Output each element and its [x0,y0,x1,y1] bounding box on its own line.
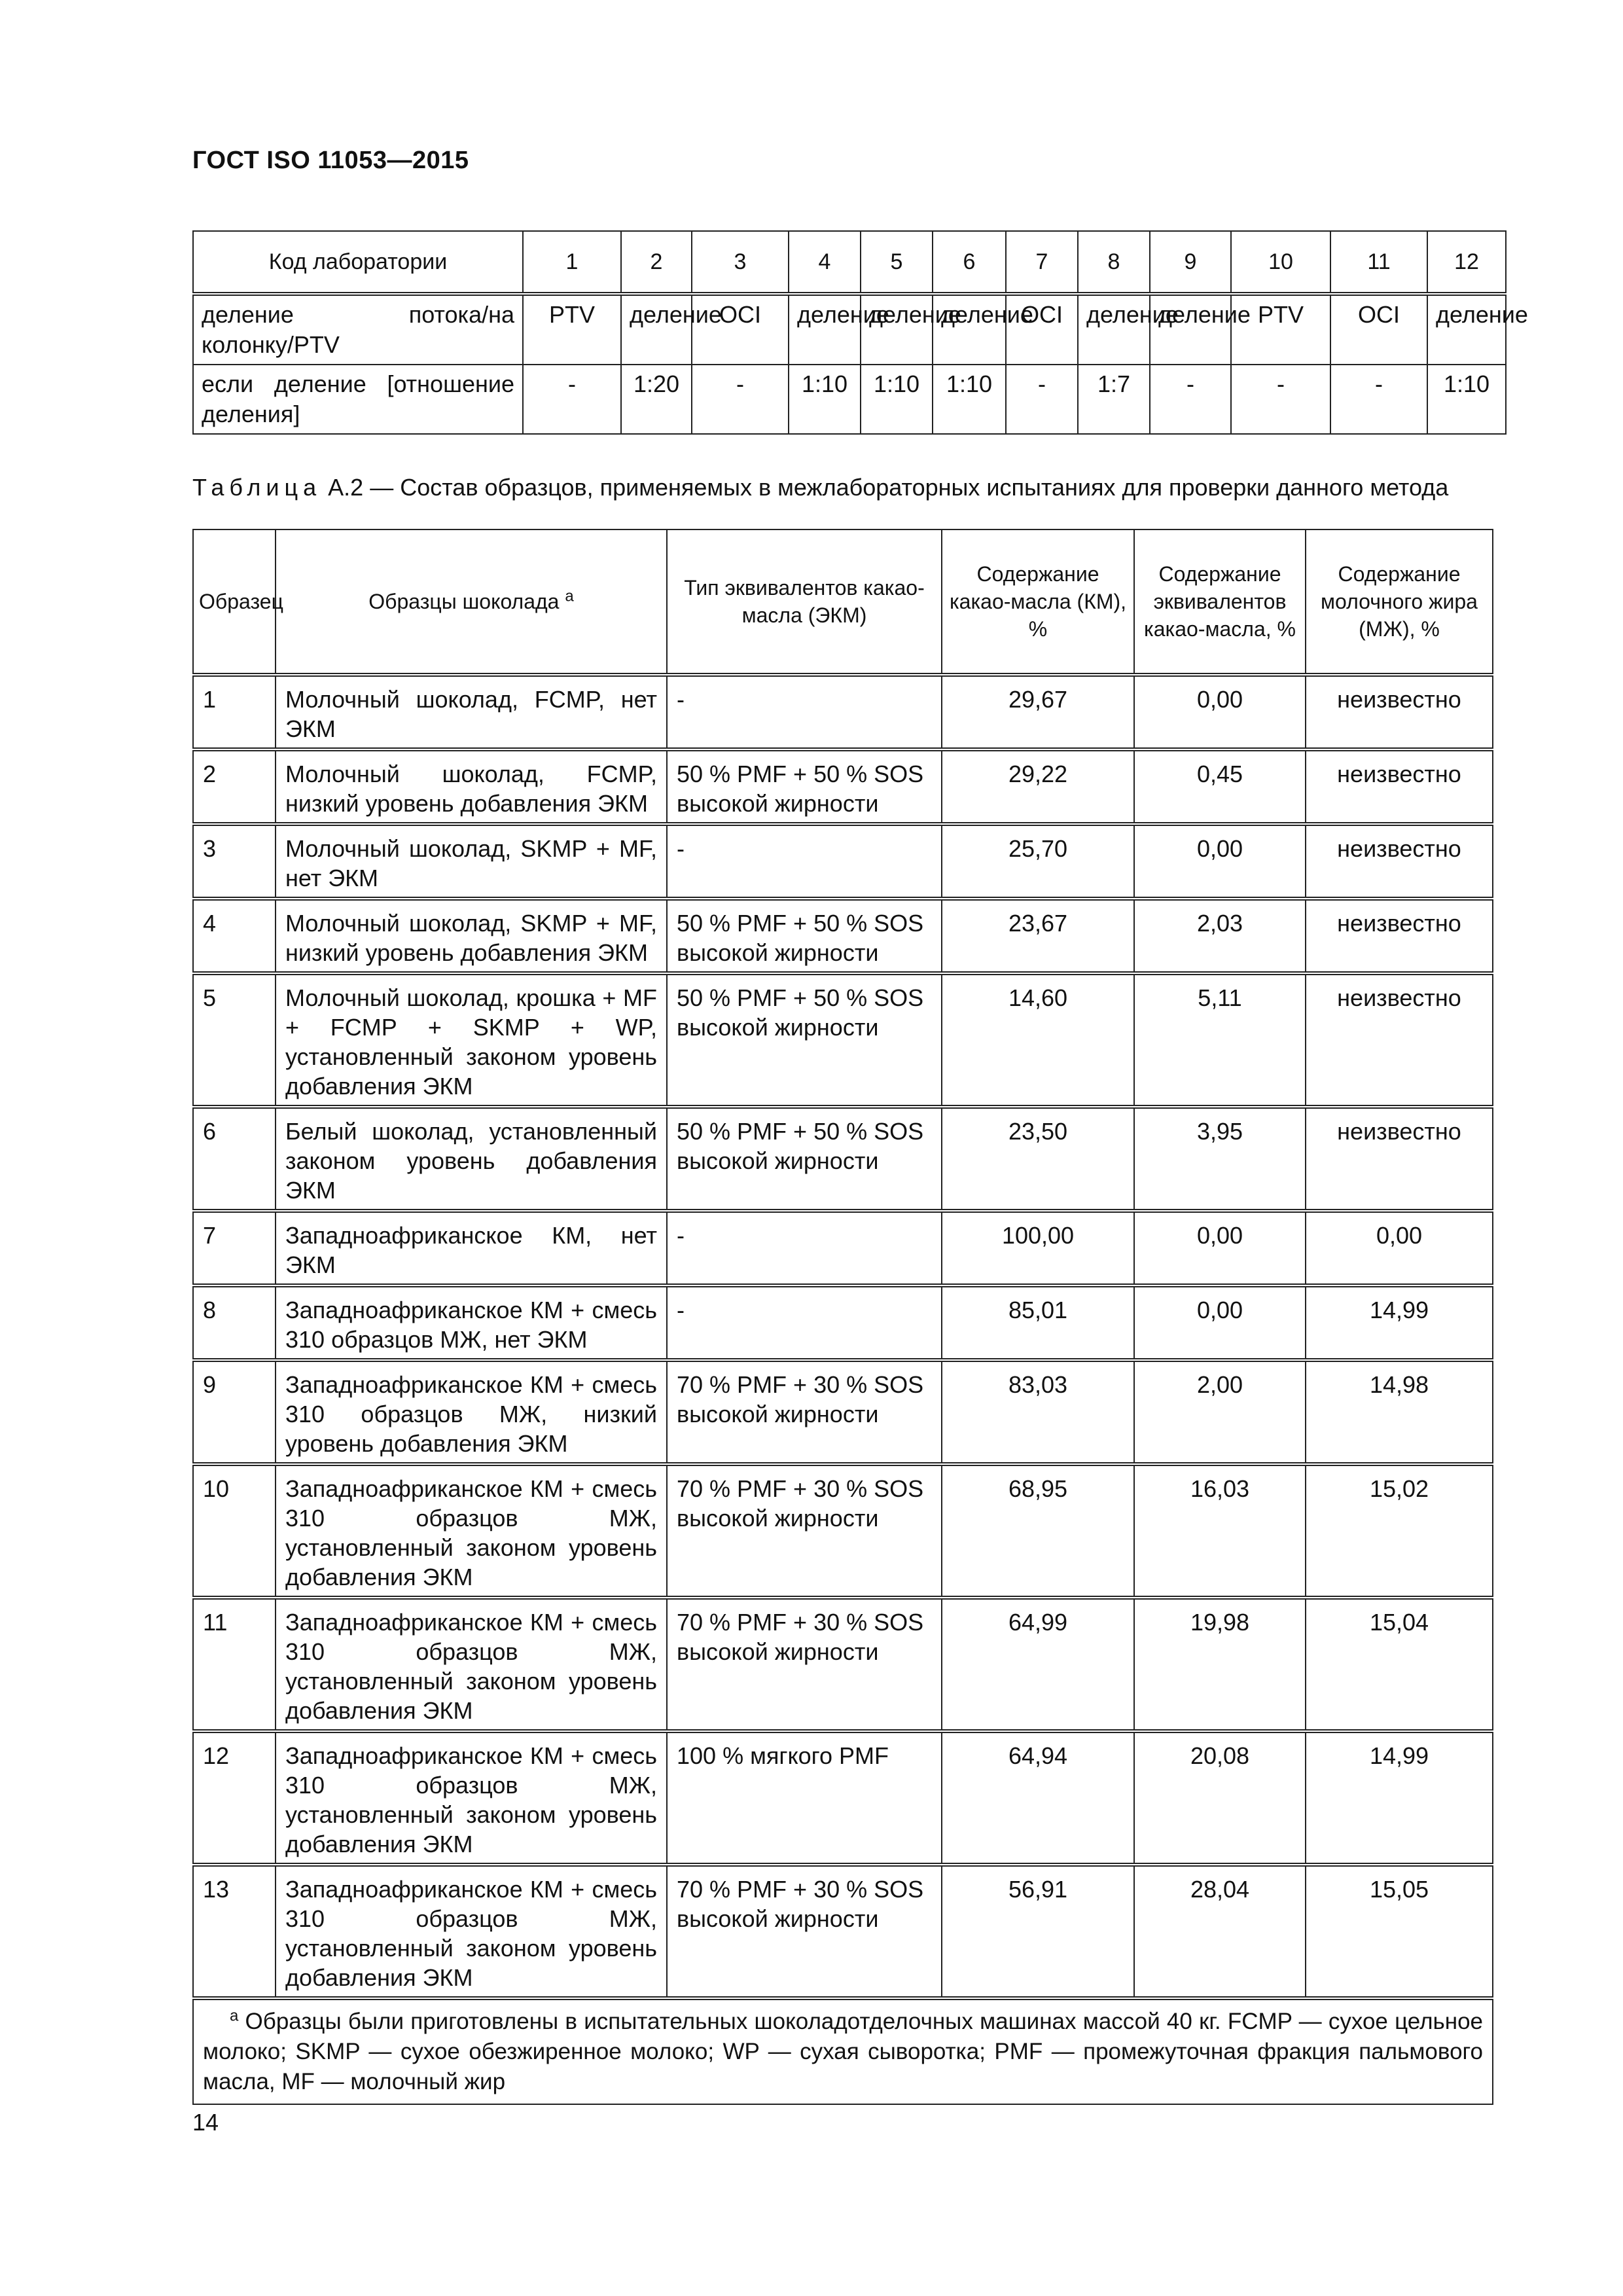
sample-description: Белый шоколад, установленный законом уровень добавления ЭКМ [276,1107,667,1211]
header-ekm-type: Тип эквивалентов какао-масла (ЭКМ) [667,529,942,675]
document-header: ГОСТ ISO 11053—2015 [192,147,469,174]
table-cell: 1:10 [861,365,933,434]
ekm-type: - [667,824,942,899]
lab-number: 6 [933,231,1006,294]
table-row [193,675,1493,749]
lab-number: 3 [692,231,789,294]
table-cell: деление [1427,294,1506,365]
table-cell: 1:10 [1427,365,1506,434]
table-row [193,973,1493,1107]
sample-number: 12 [193,1731,276,1865]
mzh-value: неизвестно [1306,824,1493,899]
sample-description: Молочный шоколад, SKMP + MF, нет ЭКМ [276,824,667,899]
sample-number: 2 [193,749,276,824]
mzh-value: неизвестно [1306,899,1493,973]
caption-text: А.2 — Состав образцов, применяемых в межлабораторных испытаниях для проверки данного метода [321,474,1449,501]
header-ekm: Содержание эквивалентов какао-масла, % [1134,529,1306,675]
lab-number: 9 [1150,231,1231,294]
ekm-value: 2,03 [1134,899,1306,973]
table-cell: 1:10 [933,365,1006,434]
table-cell: OCI [1006,294,1078,365]
sample-description: Западноафриканское КМ, нет ЭКМ [276,1211,667,1285]
mzh-value: неизвестно [1306,1107,1493,1211]
footnote-mark: a [229,2007,239,2025]
table-row [193,1865,1493,1998]
table-row [193,749,1493,824]
sample-description: Западноафриканское КМ + смесь 310 образцов МЖ, установленный законом уровень добавления ЭКМ [276,1731,667,1865]
table-cell: деление [861,294,933,365]
table-cell: 1:10 [789,365,861,434]
ekm-type: - [667,1285,942,1360]
mzh-value: 15,04 [1306,1598,1493,1731]
ekm-type: - [667,675,942,749]
mzh-value: неизвестно [1306,973,1493,1107]
table-row [193,365,1506,434]
ekm-value: 16,03 [1134,1464,1306,1598]
km-value: 29,22 [942,749,1134,824]
table-cell: PTV [523,294,621,365]
ekm-type: 50 % PMF + 50 % SOS высокой жирности [667,899,942,973]
km-value: 29,67 [942,675,1134,749]
sample-description: Западноафриканское КМ + смесь 310 образцов МЖ, установленный законом уровень добавления ЭКМ [276,1464,667,1598]
table-cell: - [1006,365,1078,434]
table-row [193,1598,1493,1731]
header-sample: Образец [193,529,276,675]
table-cell: PTV [1231,294,1330,365]
sample-number: 1 [193,675,276,749]
table-cell: деление [1150,294,1231,365]
header-mzh: Содержание молочного жира (МЖ), % [1306,529,1493,675]
km-value: 56,91 [942,1865,1134,1998]
mzh-value: неизвестно [1306,749,1493,824]
mzh-value: 15,05 [1306,1865,1493,1998]
ekm-type: 70 % PMF + 30 % SOS высокой жирности [667,1865,942,1998]
mzh-value: 15,02 [1306,1464,1493,1598]
sample-description: Молочный шоколад, FCMP, нет ЭКМ [276,675,667,749]
footnote-row [193,1998,1493,2104]
km-value: 64,99 [942,1598,1134,1731]
table-cell: - [523,365,621,434]
mzh-value: 14,99 [1306,1285,1493,1360]
table-cell: 1:20 [621,365,692,434]
footnote-ref: a [565,587,574,605]
ekm-value: 2,00 [1134,1360,1306,1464]
ekm-type: 70 % PMF + 30 % SOS высокой жирности [667,1360,942,1464]
ekm-value: 19,98 [1134,1598,1306,1731]
header-chocolate-text: Образцы шоколада [368,590,560,613]
km-value: 68,95 [942,1464,1134,1598]
lab-number: 1 [523,231,621,294]
km-value: 25,70 [942,824,1134,899]
table-row [193,899,1493,973]
table-row [193,1464,1493,1598]
table-cell: - [1231,365,1330,434]
table-cell: деление [933,294,1006,365]
lab-code-header: Код лаборатории [193,231,523,294]
table-cell: OCI [1330,294,1427,365]
sample-number: 6 [193,1107,276,1211]
samples-table [192,529,1493,2105]
mzh-value: 0,00 [1306,1211,1493,1285]
table-row [193,1107,1493,1211]
ekm-value: 0,00 [1134,1285,1306,1360]
ekm-type: 70 % PMF + 30 % SOS высокой жирности [667,1464,942,1598]
ekm-type: 100 % мягкого PMF [667,1731,942,1865]
ekm-value: 0,00 [1134,1211,1306,1285]
footnote-text: Образцы были приготовлены в испытательных шоколадотделочных машинах массой 40 кг. FCMP — сухое цельное молоко; SKMP — сухое обезжиренное молоко; WP — сухая сыворотка; PMF — промежуточная фракция пальмового масла, MF — молочный жир [203,2009,1483,2094]
km-value: 64,94 [942,1731,1134,1865]
table-row [193,1285,1493,1360]
mzh-value: 14,98 [1306,1360,1493,1464]
sample-number: 10 [193,1464,276,1598]
ekm-value: 0,00 [1134,824,1306,899]
ekm-value: 5,11 [1134,973,1306,1107]
lab-code-table [192,230,1528,435]
sample-number: 13 [193,1865,276,1998]
table-row [193,824,1493,899]
samples-header-row [193,529,1493,675]
table-cell: OCI [692,294,789,365]
lab-number: 12 [1427,231,1506,294]
table-cell: деление [789,294,861,365]
table-caption [192,474,1495,501]
km-value: 23,67 [942,899,1134,973]
table-footnote [193,1998,1493,2104]
sample-description: Западноафриканское КМ + смесь 310 образцов МЖ, низкий уровень добавления ЭКМ [276,1360,667,1464]
sample-number: 9 [193,1360,276,1464]
lab-number: 8 [1078,231,1150,294]
sample-description: Западноафриканское КМ + смесь 310 образцов МЖ, установленный законом уровень добавления ЭКМ [276,1598,667,1731]
mzh-value: неизвестно [1306,675,1493,749]
table-row [193,1211,1493,1285]
row-label: деление потока/на колонку/PTV [193,294,523,365]
table-row [193,294,1506,365]
table-cell: - [692,365,789,434]
sample-description: Западноафриканское КМ + смесь 310 образцов МЖ, установленный законом уровень добавления ЭКМ [276,1865,667,1998]
sample-number: 4 [193,899,276,973]
table-cell: - [1330,365,1427,434]
km-value: 100,00 [942,1211,1134,1285]
sample-number: 8 [193,1285,276,1360]
lab-number: 7 [1006,231,1078,294]
caption-prefix: Таблица [192,474,322,501]
table-cell: деление [621,294,692,365]
sample-description: Молочный шоколад, FCMP, низкий уровень добавления ЭКМ [276,749,667,824]
lab-number: 2 [621,231,692,294]
table-cell: - [1150,365,1231,434]
sample-description: Западноафриканское КМ + смесь 310 образцов МЖ, нет ЭКМ [276,1285,667,1360]
table-row [193,1360,1493,1464]
sample-number: 5 [193,973,276,1107]
lab-number: 5 [861,231,933,294]
ekm-type: 50 % PMF + 50 % SOS высокой жирности [667,749,942,824]
sample-description: Молочный шоколад, SKMP + MF, низкий уровень добавления ЭКМ [276,899,667,973]
ekm-value: 0,45 [1134,749,1306,824]
header-chocolate [276,529,667,675]
ekm-value: 0,00 [1134,675,1306,749]
lab-header-row [193,231,1506,294]
ekm-type: - [667,1211,942,1285]
km-value: 23,50 [942,1107,1134,1211]
lab-number: 4 [789,231,861,294]
lab-number: 11 [1330,231,1427,294]
km-value: 83,03 [942,1360,1134,1464]
mzh-value: 14,99 [1306,1731,1493,1865]
table-row [193,1731,1493,1865]
ekm-type: 70 % PMF + 30 % SOS высокой жирности [667,1598,942,1731]
ekm-value: 20,08 [1134,1731,1306,1865]
km-value: 85,01 [942,1285,1134,1360]
sample-description: Молочный шоколад, крошка + MF + FCMP + SKMP + WP, установленный законом уровень добавления ЭКМ [276,973,667,1107]
header-km: Содержание какао-масла (КМ), % [942,529,1134,675]
ekm-type: 50 % PMF + 50 % SOS высокой жирности [667,973,942,1107]
ekm-value: 3,95 [1134,1107,1306,1211]
lab-number: 10 [1231,231,1330,294]
page-number: 14 [192,2109,219,2136]
ekm-type: 50 % PMF + 50 % SOS высокой жирности [667,1107,942,1211]
sample-number: 7 [193,1211,276,1285]
sample-number: 3 [193,824,276,899]
row-label: если деление [отношение деления] [193,365,523,434]
table-cell: 1:7 [1078,365,1150,434]
km-value: 14,60 [942,973,1134,1107]
table-cell: деление [1078,294,1150,365]
sample-number: 11 [193,1598,276,1731]
ekm-value: 28,04 [1134,1865,1306,1998]
